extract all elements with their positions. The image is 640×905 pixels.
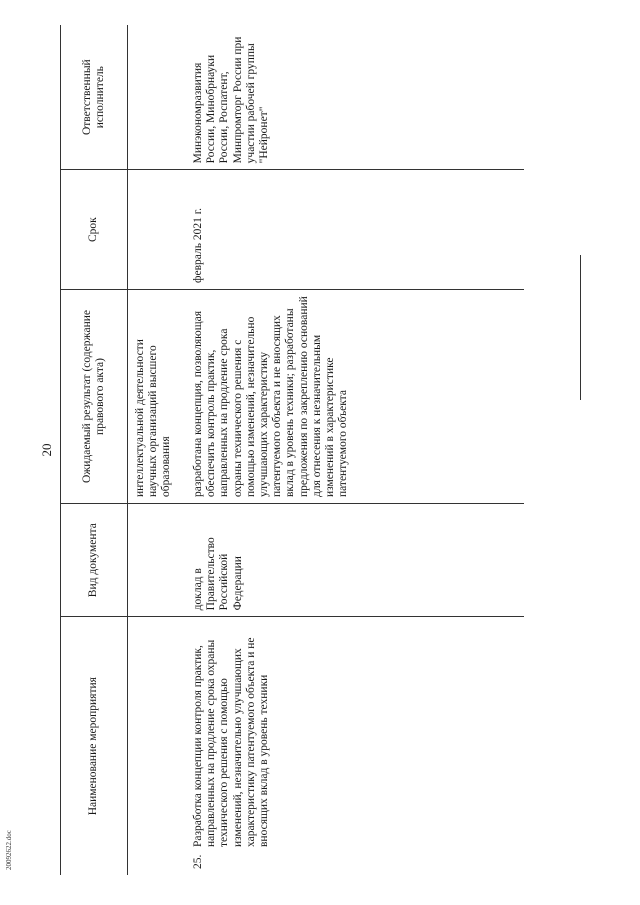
cell-document-type: доклад в Правительство Российской Федерации xyxy=(186,504,524,617)
table-row-continuation xyxy=(128,25,187,875)
cell-name-continuation xyxy=(128,617,187,875)
page-number: 20 xyxy=(39,443,54,457)
header-deadline: Срок xyxy=(61,170,128,290)
header-measure-name: Наименование мероприятия xyxy=(61,617,128,875)
measure-name-text: Разработка концепции контроля практик, направленных на продление срока охраны технического решения с помощью изменений, незначительно улучшающих характеристику патентуемого объекта и не вносящих вклад в уровень техники xyxy=(192,637,271,847)
cell-expected-result: разработана концепция, позволяющая обеспечить контроль практик, направленных на продление срока охраны технического решения с помощью изменений, незначительно улучшающих характеристику патентуемого объекта и не вносящих вклад в уровень техники; разработаны предложения по закреплению оснований для отнесения к незначительным изменений в характеристике патентуемого объекта xyxy=(186,289,524,503)
cell-deadline: февраль 2021 г. xyxy=(186,170,524,290)
header-expected-result: Ожидаемый результат (содержание правового акта) xyxy=(61,289,128,503)
table-row xyxy=(186,25,524,875)
document-id: 20092622.doc xyxy=(5,830,13,870)
table-header-row xyxy=(61,25,128,875)
cell-doctype-continuation xyxy=(128,504,187,617)
header-responsible: Ответственный исполнитель xyxy=(61,25,128,170)
header-document-type: Вид документа xyxy=(61,504,128,617)
cell-deadline-continuation xyxy=(128,170,187,290)
document-page xyxy=(40,25,620,875)
cell-measure-name xyxy=(186,617,524,875)
measures-table xyxy=(60,25,524,875)
separator-line xyxy=(580,255,581,400)
cell-responsible: Минэкономразвития России, Минобрнауки России, Роспатент, Минпромторг России при участии рабочей группы "Нейронет" xyxy=(186,25,524,170)
cell-result-continuation: интеллектуальной деятельности научных организаций высшего образования xyxy=(128,289,187,503)
cell-responsible-continuation xyxy=(128,25,187,170)
row-number: 25. xyxy=(192,854,204,869)
